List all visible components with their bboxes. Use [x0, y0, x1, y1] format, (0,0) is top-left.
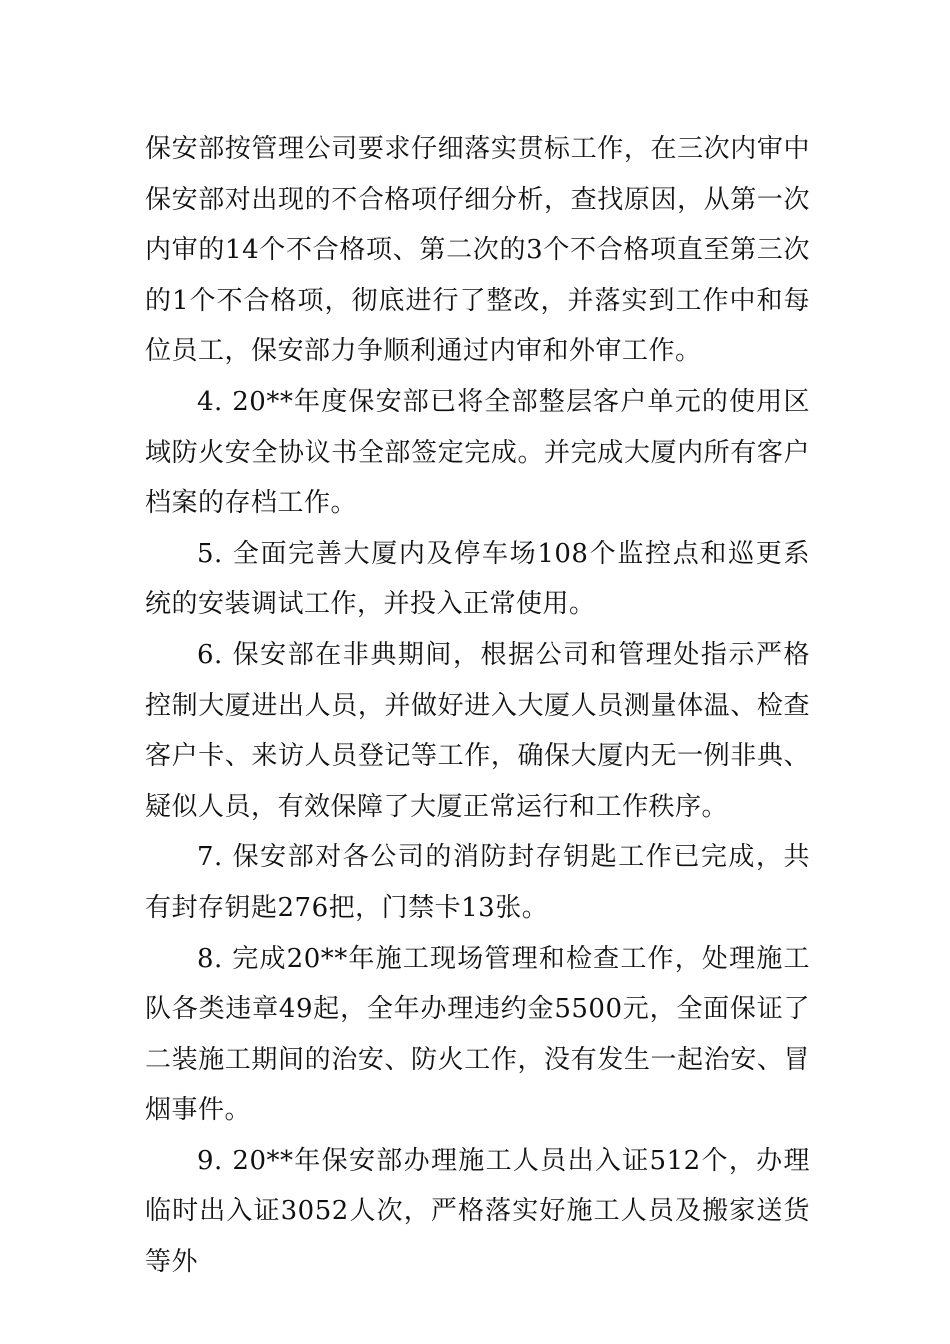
paragraph-item-4: 4. 20**年度保安部已将全部整层客户单元的使用区域防火安全协议书全部签定完成。并完成大厦内所有客户档案的存档工作。 [145, 386, 810, 519]
paragraph-item-8: 8. 完成20**年施工现场管理和检查工作，处理施工队各类违章49起，全年办理违约金5500元，全面保证了二装施工期间的治安、防火工作，没有发生一起治安、冒烟事件。 [145, 943, 810, 1126]
paragraph-item-9: 9. 20**年保安部办理施工人员出入证512个，办理临时出入证3052人次，严格落实好施工人员及搬家送货等外 [145, 1145, 810, 1278]
paragraph-item-5: 5. 全面完善大厦内及停车场108个监控点和巡更系统的安装调试工作，并投入正常使用。 [145, 538, 810, 620]
paragraph-item-6: 6. 保安部在非典期间，根据公司和管理处指示严格控制大厦进出人员，并做好进入大厦人员测量体温、检查客户卡、来访人员登记等工作，确保大厦内无一例非典、疑似人员，有效保障了大厦正常运行和工作秩序。 [145, 639, 810, 822]
paragraph-item-7: 7. 保安部对各公司的消防封存钥匙工作已完成，共有封存钥匙276把，门禁卡13张。 [145, 842, 810, 923]
document-body [145, 124, 810, 1288]
paragraph-intro: 保安部按管理公司要求仔细落实贯标工作，在三次内审中保安部对出现的不合格项仔细分析，查找原因，从第一次内审的14个不合格项、第二次的3个不合格项直至第三次的1个不合格项，彻底进行了整改，并落实到工作中和每位员工，保安部力争顺利通过内审和外审工作。 [145, 134, 810, 367]
